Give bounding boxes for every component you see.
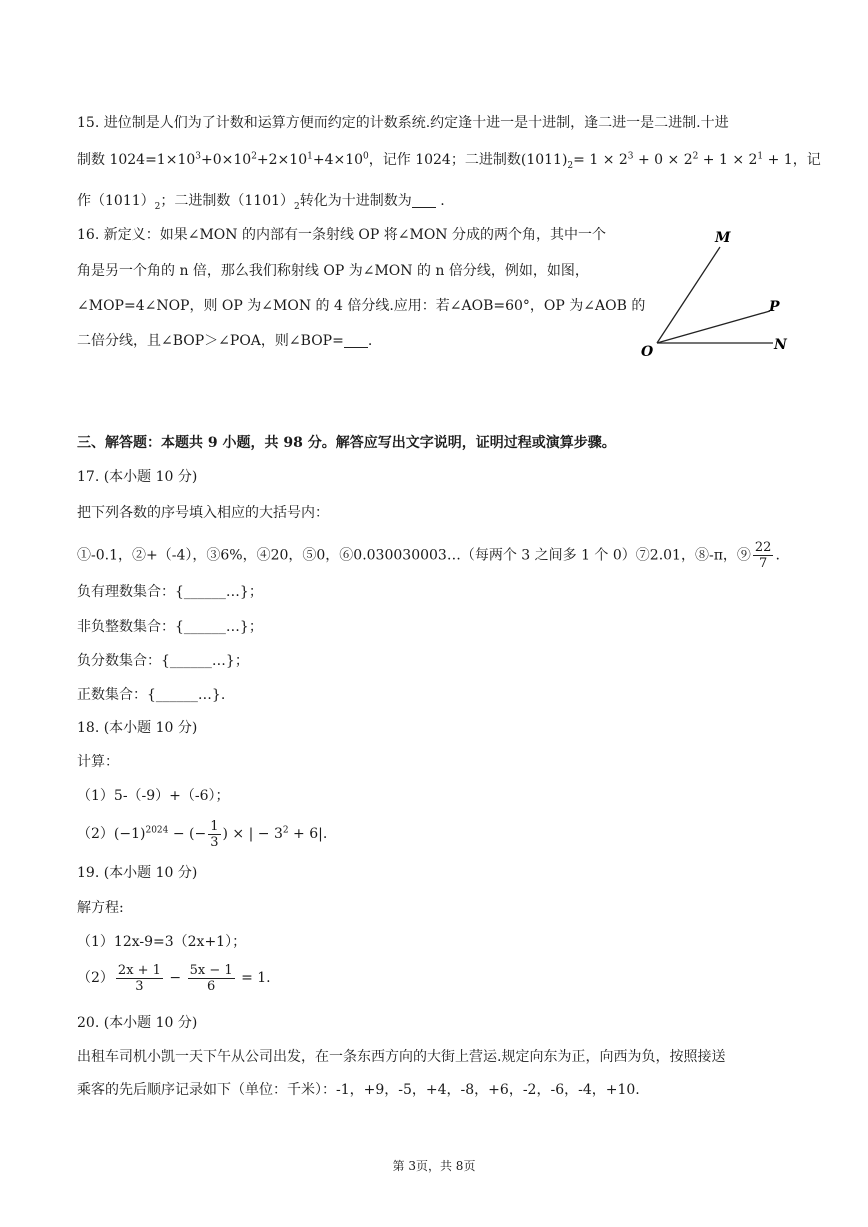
q16-line1: 16. 新定义：如果∠MON 的内部有一条射线 OP 将∠MON 分成的两个角，其中一个 <box>77 227 606 243</box>
q15-text: 制数 1024=1×10 <box>77 152 196 168</box>
set-positive[interactable]: 正数集合：{______…}. <box>77 687 226 703</box>
q17-numbers <box>77 540 780 570</box>
q15-text: 转化为十进制数为 <box>299 193 412 209</box>
period: . <box>775 547 780 564</box>
fraction <box>116 963 163 994</box>
exponent: 0 <box>363 151 369 162</box>
q19-instruction: 解方程: <box>77 900 124 916</box>
fraction <box>188 963 235 994</box>
denominator: 7 <box>759 556 768 571</box>
math-term: + 6|. <box>288 826 328 842</box>
set-nonnegative-integer[interactable]: 非负整数集合：{______…}； <box>77 619 263 635</box>
numerator: 22 <box>754 540 772 555</box>
subscript: 2 <box>154 201 161 212</box>
exponent: 2 <box>282 825 289 836</box>
fraction <box>208 819 220 850</box>
q18-part1: （1）5-（-9）+（-6）； <box>77 788 230 804</box>
ray-om <box>657 247 720 343</box>
q20-line1: 出租车司机小凯一天下午从公司出发，在一条东西方向的大街上营运.规定向东为正，向西为负，按照接送 <box>77 1049 726 1065</box>
minus-sign: − <box>164 970 186 986</box>
q16-line2: 角是另一个角的 n 倍，那么我们称射线 OP 为∠MON 的 n 倍分线，例如，如图， <box>77 263 589 279</box>
q15-text: 作（1011） <box>77 193 155 209</box>
q18-instruction: 计算： <box>77 754 119 770</box>
q19-part1: （1）12x-9=3（2x+1）； <box>77 934 247 950</box>
subscript: 2 <box>294 201 300 212</box>
q18-title: 18. (本小题 10 分) <box>77 720 198 736</box>
angle-figure <box>635 225 795 360</box>
q19-title: 19. (本小题 10 分) <box>77 865 198 881</box>
q16-text: . <box>367 333 373 349</box>
exponent: 2024 <box>145 825 169 836</box>
q20-title: 20. (本小题 10 分) <box>77 1015 198 1031</box>
q15-text: ，记作 1024；二进制数 <box>368 152 521 168</box>
math-term: − (− <box>168 826 207 842</box>
label-o: O <box>641 344 654 360</box>
subscript: 2 <box>567 160 574 171</box>
numerator: 5x − 1 <box>189 962 233 978</box>
q19-part2 <box>77 961 271 995</box>
numerator: 1 <box>210 818 219 834</box>
part-label: （2） <box>77 826 114 842</box>
q17-title: 17. (本小题 10 分) <box>77 469 198 485</box>
math-term: + 0 × 2 <box>633 152 693 168</box>
section-heading: 三、解答题：本题共 9 小题，共 98 分。解答应写出文字说明，证明过程或演算步骤。 <box>77 435 616 451</box>
label-m: M <box>715 230 731 246</box>
set-negative-rational[interactable]: 负有理数集合：{______…}； <box>77 584 263 600</box>
denominator: 3 <box>135 978 144 994</box>
q15-line1: 15. 进位制是人们为了计数和运算方便而约定的计数系统.约定逢十进一是十进制，逢二进一是二进制.十进 <box>77 115 729 131</box>
equals-one: = 1. <box>236 970 271 986</box>
exponent: 3 <box>627 151 634 162</box>
number-list: ①-0.1，②+（-4），③6%，④20，⑤0，⑥0.030030003…（每两个 3 之间多 1 个 0）⑦2.01，⑧-π，⑨ <box>77 547 751 564</box>
q17-instruction: 把下列各数的序号填入相应的大括号内： <box>77 505 329 521</box>
denominator: 3 <box>210 834 219 850</box>
q15-text: +2×10 <box>256 152 308 168</box>
exponent: 2 <box>251 151 257 162</box>
q16-line3: ∠MOP=4∠NOP，则 OP 为∠MON 的 4 倍分线.应用：若∠AOB=60°，OP 为∠AOB 的 <box>77 298 646 314</box>
set-negative-fraction[interactable]: 负分数集合：{______…}； <box>77 653 249 669</box>
q16-text: 二倍分线，且∠BOP＞∠POA，则∠BOP= <box>77 333 344 349</box>
ray-op <box>657 311 770 343</box>
q15-text: ；二进制数（1101） <box>160 193 295 209</box>
exponent: 2 <box>692 151 699 162</box>
q18-part2 <box>77 817 327 851</box>
label-p: P <box>769 299 780 315</box>
exponent: 1 <box>757 151 764 162</box>
q15-line3 <box>77 191 445 211</box>
part-label: （2） <box>77 970 114 986</box>
exponent: 1 <box>307 151 313 162</box>
numerator: 2x + 1 <box>117 962 161 978</box>
q15-text: . <box>435 193 445 209</box>
fraction <box>753 540 774 571</box>
q15-line2 <box>77 150 821 170</box>
answer-blank[interactable] <box>412 193 436 208</box>
page-footer: 第 3页，共 8页 <box>392 1159 476 1173</box>
binary-number: (1011) <box>520 152 568 168</box>
math-term: + 1 × 2 <box>698 152 758 168</box>
denominator: 6 <box>206 978 216 994</box>
exponent: 3 <box>195 151 201 162</box>
label-n: N <box>774 337 787 353</box>
math-term: = 1 × 2 <box>573 152 628 168</box>
q20-line2: 乘客的先后顺序记录如下（单位：千米）：-1，+9，-5，+4，-8，+6，-2，-6，-4，+10. <box>77 1082 640 1098</box>
answer-blank[interactable] <box>344 333 368 348</box>
q16-line4 <box>77 331 372 351</box>
math-term: + 1，记 <box>763 152 821 168</box>
math-term: (−1) <box>113 826 146 842</box>
math-term: ) × | − 3 <box>222 826 283 842</box>
q15-text: +0×10 <box>201 152 252 168</box>
q15-text: +4×10 <box>312 152 364 168</box>
